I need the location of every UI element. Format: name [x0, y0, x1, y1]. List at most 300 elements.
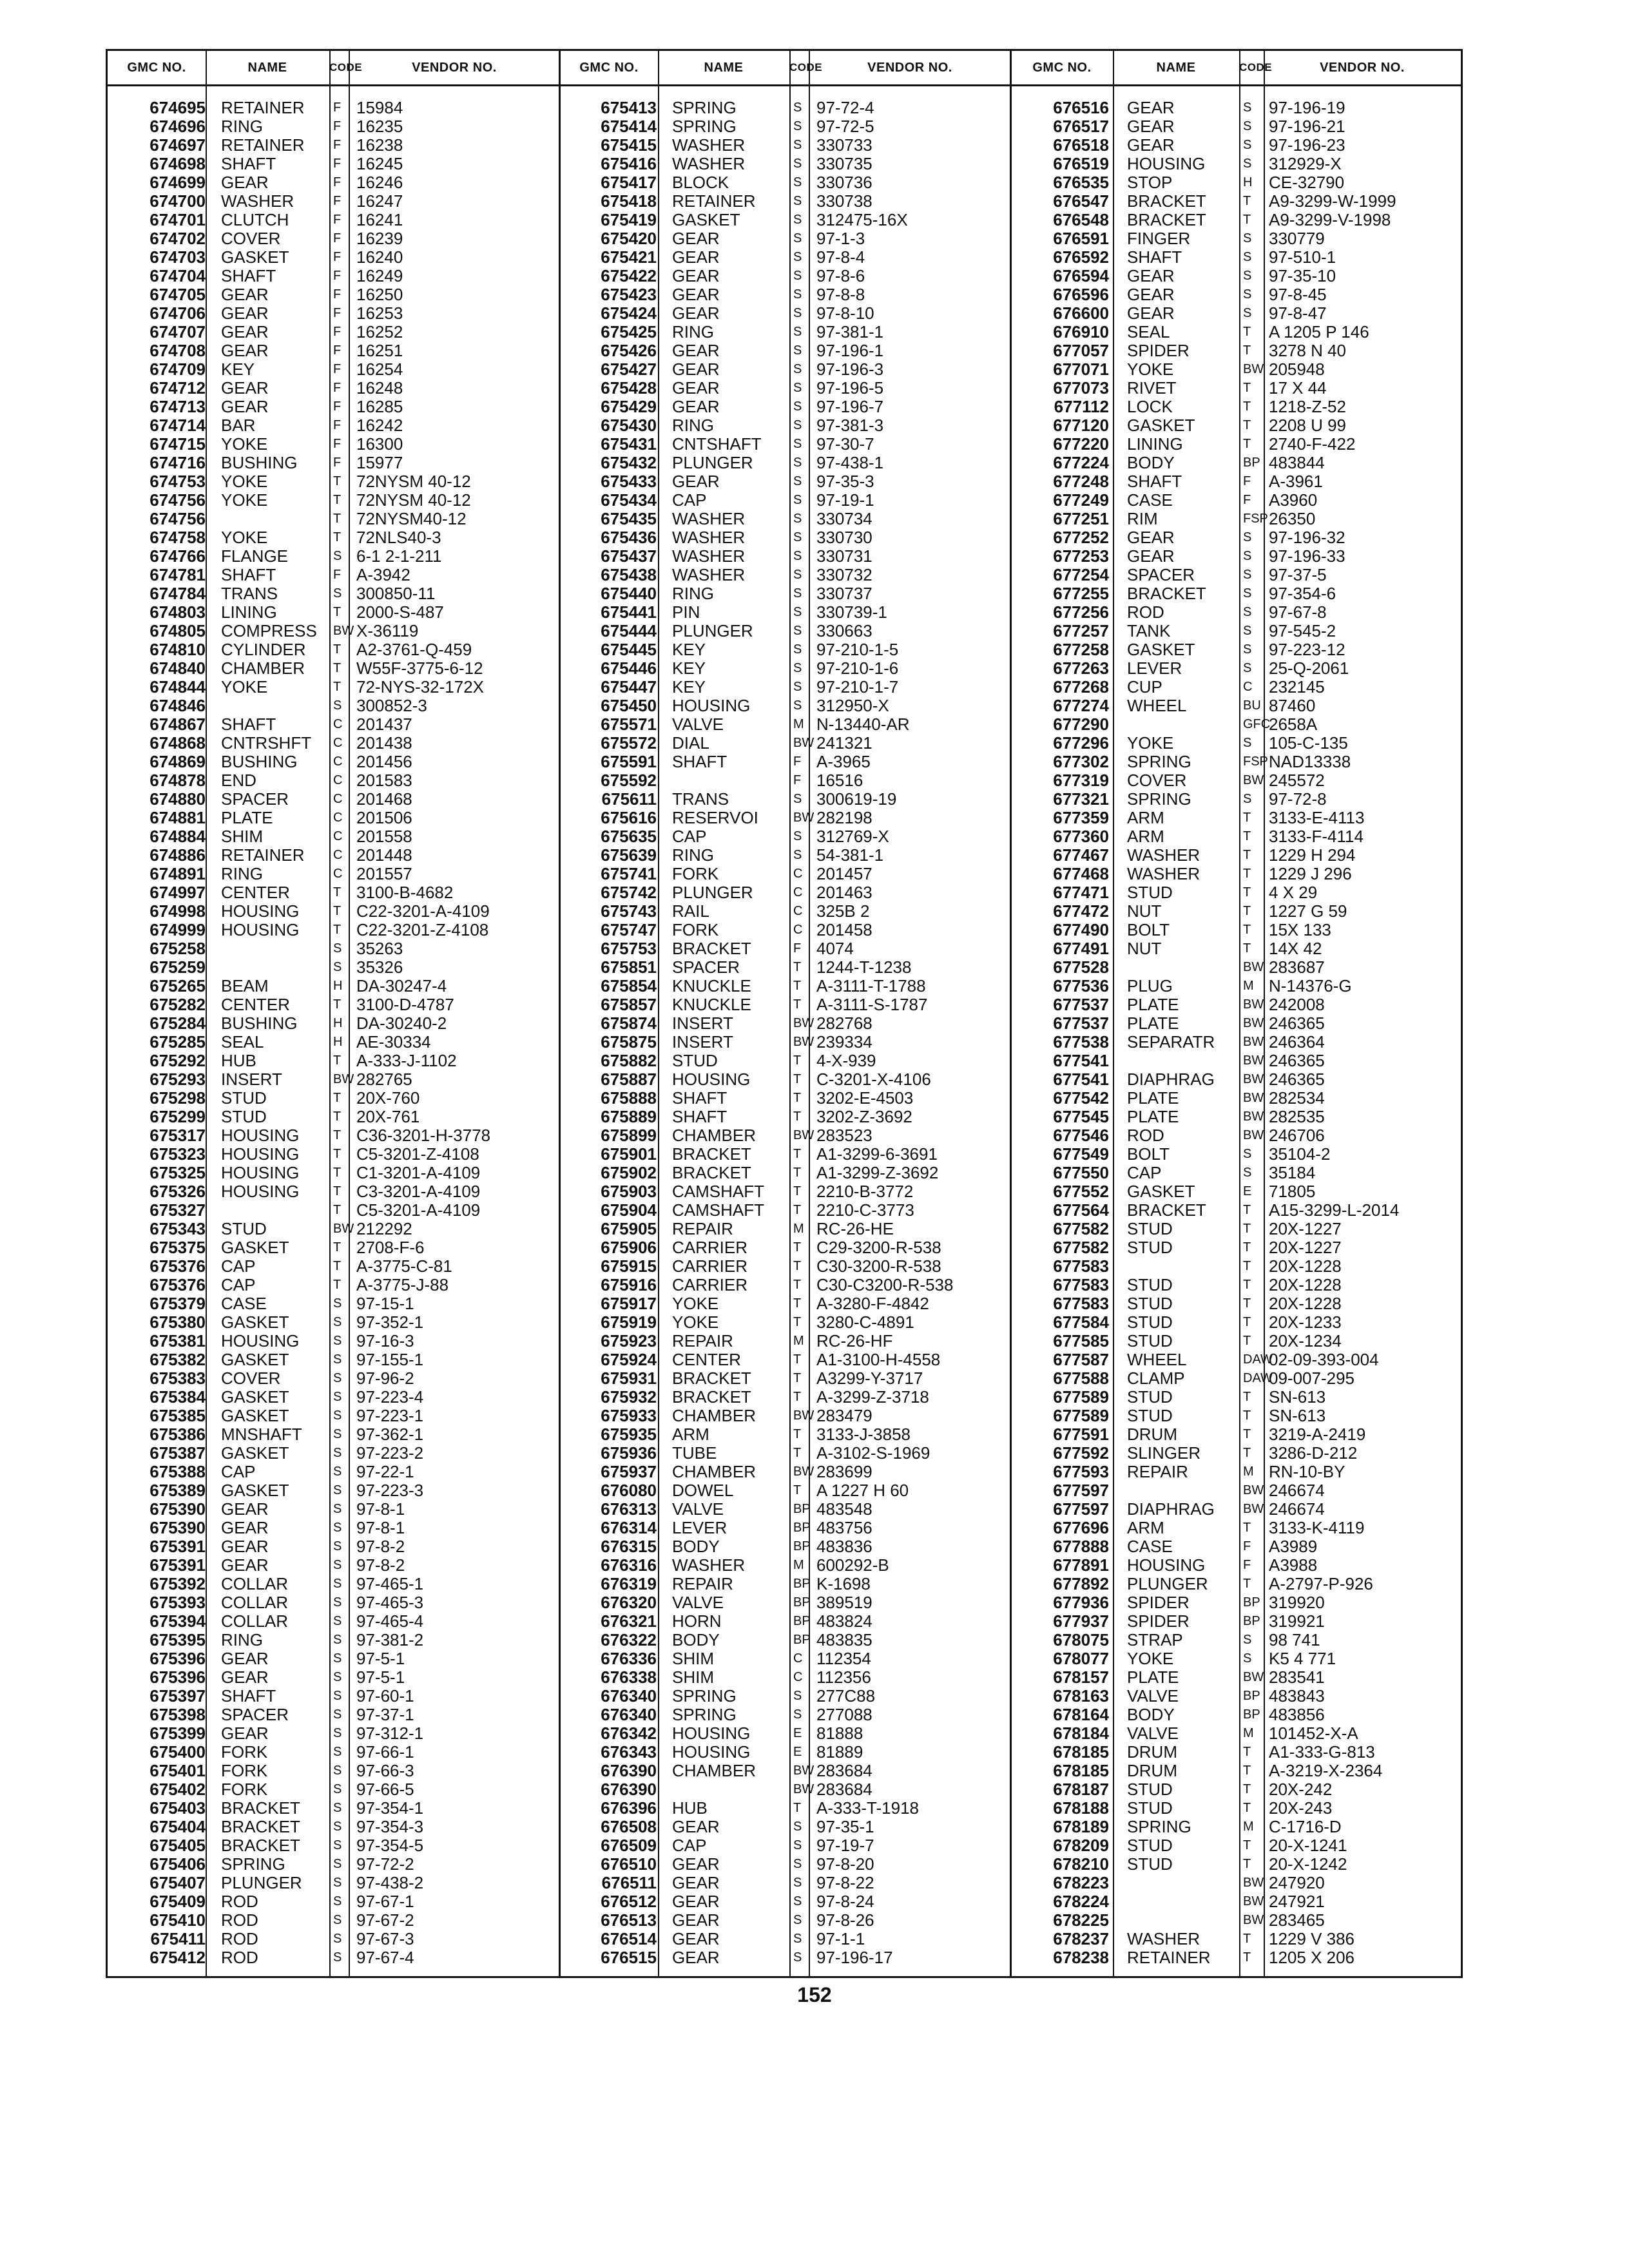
- vendor-number: K5 4 771: [1269, 1649, 1336, 1668]
- vendor-number: C5-3201-A-4109: [356, 1200, 481, 1220]
- vendor-code: S: [333, 1707, 342, 1722]
- gmc-number: 678077: [1053, 1649, 1109, 1668]
- vendor-code: T: [333, 997, 342, 1012]
- vendor-number: 3100-B-4682: [356, 883, 454, 902]
- table-row: [560, 1425, 1011, 1444]
- vendor-number: NAD13338: [1269, 752, 1351, 771]
- vendor-code: F: [1243, 474, 1251, 488]
- part-name: WASHER: [672, 565, 746, 584]
- part-name: GEAR: [221, 322, 269, 341]
- table-row: [1011, 1313, 1461, 1332]
- part-name: STUD: [1127, 1780, 1173, 1799]
- vendor-code: S: [793, 549, 802, 563]
- gmc-number: 677585: [1053, 1331, 1109, 1350]
- part-name: GEAR: [672, 378, 720, 398]
- vendor-code: S: [793, 250, 802, 264]
- gmc-number: 675376: [149, 1256, 206, 1276]
- gmc-number: 675904: [601, 1200, 657, 1220]
- vendor-number: 283687: [1269, 957, 1325, 977]
- vendor-number: 97-8-45: [1269, 285, 1327, 304]
- part-name: HOUSING: [1127, 1555, 1206, 1575]
- gmc-number: 675906: [601, 1238, 657, 1257]
- table-row: [108, 1108, 560, 1126]
- vendor-number: 97-196-32: [1269, 528, 1345, 547]
- vendor-number: 247921: [1269, 1892, 1325, 1911]
- vendor-number: 16246: [356, 173, 403, 192]
- part-name: YOKE: [672, 1312, 719, 1332]
- part-name: INSERT: [221, 1070, 282, 1089]
- vendor-number: 97-8-26: [816, 1910, 874, 1930]
- vendor-code: F: [333, 287, 342, 302]
- part-name: ROD: [1127, 1126, 1164, 1145]
- table-row: [1011, 1481, 1461, 1500]
- gmc-number: 674886: [149, 845, 206, 865]
- gmc-number: 674714: [149, 416, 206, 435]
- vendor-number: 246706: [1269, 1126, 1325, 1145]
- table-row: [1011, 1911, 1461, 1930]
- vendor-code: S: [793, 1932, 802, 1946]
- vendor-number: 97-381-2: [356, 1630, 424, 1649]
- column-block-2: [560, 51, 1011, 1976]
- vendor-number: 97-8-2: [356, 1537, 405, 1556]
- part-name: GEAR: [1127, 135, 1175, 155]
- part-name: STOP: [1127, 173, 1173, 192]
- table-row: [1011, 1874, 1461, 1892]
- gmc-number: 675385: [149, 1406, 206, 1425]
- vendor-number: 201458: [816, 920, 872, 939]
- part-name: HOUSING: [672, 1070, 751, 1089]
- vendor-code: BW: [1243, 1502, 1264, 1516]
- vendor-number: 300850-11: [356, 584, 436, 603]
- vendor-number: 97-60-1: [356, 1686, 414, 1706]
- vendor-number: CE-32790: [1269, 173, 1345, 192]
- part-name: SPRING: [1127, 789, 1191, 809]
- gmc-number: 675440: [601, 584, 657, 603]
- vendor-number: 16248: [356, 378, 403, 398]
- part-name: CHAMBER: [672, 1406, 757, 1425]
- vendor-code: BW: [1243, 1483, 1264, 1497]
- vendor-code: S: [333, 1371, 342, 1385]
- part-name: FORK: [672, 920, 719, 939]
- gmc-number: 677254: [1053, 565, 1109, 584]
- gmc-number: 675903: [601, 1182, 657, 1201]
- gmc-number: 675923: [601, 1331, 657, 1350]
- table-row: [560, 454, 1011, 472]
- vendor-code: T: [333, 1184, 342, 1198]
- gmc-number: 674999: [149, 920, 206, 939]
- vendor-code: T: [793, 1278, 802, 1292]
- table-row: [108, 528, 560, 547]
- part-name: PLATE: [1127, 1014, 1179, 1033]
- part-name: YOKE: [1127, 733, 1174, 753]
- vendor-code: T: [1243, 437, 1251, 451]
- table-row: [108, 1388, 560, 1407]
- vendor-number: 97-545-2: [1269, 621, 1336, 640]
- vendor-code: T: [793, 960, 802, 974]
- vendor-code: T: [793, 1427, 802, 1441]
- table-row: [1011, 921, 1461, 939]
- gmc-number: 676513: [601, 1910, 657, 1930]
- gmc-number: 674867: [149, 715, 206, 734]
- vendor-number: 330733: [816, 135, 872, 155]
- vendor-number: 97-35-1: [816, 1817, 874, 1836]
- table-row: [1011, 1070, 1461, 1089]
- vendor-code: BW: [793, 1035, 815, 1049]
- gmc-number: 677592: [1053, 1443, 1109, 1463]
- vendor-number: 282535: [1269, 1107, 1325, 1126]
- vendor-code: S: [333, 1614, 342, 1628]
- part-name: DOWEL: [672, 1481, 734, 1500]
- vendor-number: A-2797-P-926: [1269, 1574, 1373, 1593]
- vendor-number: 35184: [1269, 1163, 1316, 1182]
- part-name: SPRING: [1127, 1817, 1191, 1836]
- vendor-number: 72NLS40-3: [356, 528, 441, 547]
- part-name: FORK: [221, 1780, 268, 1799]
- vendor-code: S: [793, 213, 802, 227]
- part-name: SHAFT: [221, 1686, 276, 1706]
- table-row: [1011, 117, 1461, 136]
- gmc-number: 674709: [149, 360, 206, 379]
- vendor-code: S: [793, 343, 802, 358]
- vendor-code: T: [1243, 1315, 1251, 1329]
- part-name: COVER: [1127, 771, 1187, 790]
- vendor-code: BW: [1243, 362, 1264, 376]
- vendor-code: S: [333, 1315, 342, 1329]
- gmc-number: 675397: [149, 1686, 206, 1706]
- vendor-code: T: [1243, 1577, 1251, 1591]
- part-name: GEAR: [221, 1537, 269, 1556]
- table-row: [1011, 640, 1461, 659]
- table-row: [560, 1612, 1011, 1631]
- part-name: KEY: [672, 677, 706, 697]
- gmc-number: 675391: [149, 1555, 206, 1575]
- gmc-number: 677528: [1053, 957, 1109, 977]
- vendor-number: 483856: [1269, 1705, 1325, 1724]
- table-row: [108, 341, 560, 360]
- table-row: [108, 1481, 560, 1500]
- vendor-number: 3100-D-4787: [356, 995, 454, 1014]
- vendor-code: H: [333, 1035, 343, 1049]
- vendor-number: 283479: [816, 1406, 872, 1425]
- vendor-number: N-13440-AR: [816, 715, 910, 734]
- vendor-code: S: [333, 1820, 342, 1834]
- gmc-number: 678184: [1053, 1724, 1109, 1743]
- part-name: ARM: [1127, 808, 1164, 827]
- gmc-number: 676548: [1053, 210, 1109, 229]
- vendor-number: 483756: [816, 1518, 872, 1537]
- table-row: [560, 379, 1011, 398]
- vendor-code: S: [1243, 530, 1252, 544]
- vendor-code: S: [333, 1876, 342, 1890]
- gmc-number: 675293: [149, 1070, 206, 1089]
- vendor-code: FSP: [1243, 512, 1268, 526]
- table-row: [560, 1145, 1011, 1164]
- part-name: CAP: [672, 1836, 707, 1855]
- gmc-number: 677274: [1053, 696, 1109, 715]
- vendor-code: F: [333, 101, 342, 115]
- vendor-number: 3280-C-4891: [816, 1312, 914, 1332]
- table-row: [560, 1874, 1011, 1892]
- vendor-number: 16252: [356, 322, 403, 341]
- vendor-code: T: [1243, 885, 1251, 899]
- vendor-code: F: [333, 250, 342, 264]
- table-row: [560, 1537, 1011, 1556]
- vendor-code: T: [1243, 1950, 1251, 1965]
- table-row: [108, 454, 560, 472]
- part-name: CHAMBER: [672, 1126, 757, 1145]
- gmc-number: 675265: [149, 976, 206, 995]
- gmc-number: 675741: [601, 864, 657, 883]
- vendor-number: 16235: [356, 117, 403, 136]
- vendor-code: S: [333, 1296, 342, 1311]
- gmc-number: 677321: [1053, 789, 1109, 809]
- table-row: [1011, 1164, 1461, 1182]
- part-name: BUSHING: [221, 752, 298, 771]
- part-name: SHAFT: [672, 752, 728, 771]
- vendor-number: 239334: [816, 1032, 872, 1052]
- vendor-code: C: [333, 829, 343, 843]
- part-name: STUD: [1127, 1836, 1173, 1855]
- table-row: [1011, 1593, 1461, 1612]
- part-name: ARM: [1127, 827, 1164, 846]
- gmc-number: 674844: [149, 677, 206, 697]
- vendor-number: 97-15-1: [356, 1294, 414, 1313]
- vendor-number: 97-438-1: [816, 453, 884, 472]
- vendor-number: N-14376-G: [1269, 976, 1352, 995]
- part-name: LOCK: [1127, 397, 1173, 416]
- vendor-number: 97-35-10: [1269, 266, 1336, 285]
- table-row: [560, 211, 1011, 229]
- vendor-code: T: [1243, 194, 1251, 208]
- gmc-number: 675422: [601, 266, 657, 285]
- part-name: STUD: [1127, 1238, 1173, 1257]
- vendor-number: 20-X-1241: [1269, 1836, 1347, 1855]
- vendor-number: 87460: [1269, 696, 1316, 715]
- vendor-code: S: [793, 138, 802, 152]
- gmc-number: 674805: [149, 621, 206, 640]
- gmc-number: 675936: [601, 1443, 657, 1463]
- table-row: [108, 1556, 560, 1575]
- vendor-code: C: [333, 773, 343, 787]
- vendor-code: M: [1243, 1726, 1254, 1740]
- gmc-number: 675417: [601, 173, 657, 192]
- vendor-code: T: [793, 1240, 802, 1254]
- table-row: [108, 1052, 560, 1070]
- vendor-number: 16247: [356, 191, 403, 211]
- table-row: [560, 99, 1011, 117]
- column-block-1: [108, 51, 560, 1976]
- table-row: [1011, 341, 1461, 360]
- table-row: [1011, 416, 1461, 435]
- vendor-code: F: [333, 175, 342, 189]
- vendor-code: F: [333, 381, 342, 395]
- table-row: [1011, 846, 1461, 865]
- vendor-code: S: [793, 399, 802, 414]
- table-row: [1011, 1706, 1461, 1724]
- table-row: [108, 846, 560, 865]
- vendor-number: 97-8-20: [816, 1854, 874, 1874]
- table-row: [1011, 1126, 1461, 1145]
- vendor-number: A9-3299-V-1998: [1269, 210, 1391, 229]
- header-code: CODE: [1239, 61, 1273, 73]
- table-row: [1011, 809, 1461, 827]
- part-name: CENTER: [672, 1350, 741, 1369]
- vendor-number: 282765: [356, 1070, 412, 1089]
- gmc-number: 675387: [149, 1443, 206, 1463]
- vendor-code: S: [793, 848, 802, 862]
- vendor-number: 201557: [356, 864, 412, 883]
- vendor-code: S: [793, 474, 802, 488]
- part-name: STUD: [1127, 883, 1173, 902]
- vendor-number: 97-196-17: [816, 1948, 893, 1967]
- table-row: [108, 622, 560, 640]
- vendor-code: T: [1243, 343, 1251, 358]
- table-row: [560, 939, 1011, 958]
- part-name: CENTER: [221, 995, 290, 1014]
- gmc-number: 674713: [149, 397, 206, 416]
- vendor-code: T: [793, 1091, 802, 1105]
- vendor-code: T: [1243, 1427, 1251, 1441]
- part-name: CHAMBER: [672, 1462, 757, 1481]
- gmc-number: 674708: [149, 341, 206, 360]
- gmc-number: 675389: [149, 1481, 206, 1500]
- part-name: SHAFT: [672, 1107, 728, 1126]
- part-name: STUD: [221, 1107, 267, 1126]
- vendor-number: 97-1-3: [816, 229, 865, 248]
- gmc-number: 675398: [149, 1705, 206, 1724]
- gmc-number: 676338: [601, 1667, 657, 1687]
- table-row: [560, 921, 1011, 939]
- gmc-number: 674869: [149, 752, 206, 771]
- vendor-code: S: [333, 1932, 342, 1946]
- gmc-number: 677936: [1053, 1593, 1109, 1612]
- vendor-number: DA-30247-4: [356, 976, 447, 995]
- table-row: [560, 1649, 1011, 1668]
- vendor-code: T: [1243, 923, 1251, 937]
- part-name: GASKET: [221, 1312, 289, 1332]
- table-row: [108, 1743, 560, 1762]
- vendor-number: 246365: [1269, 1051, 1325, 1070]
- part-name: KEY: [672, 640, 706, 659]
- table-row: [560, 1743, 1011, 1762]
- vendor-number: A3299-Y-3717: [816, 1369, 923, 1388]
- vendor-number: 15984: [356, 98, 403, 117]
- gmc-number: 675433: [601, 472, 657, 491]
- vendor-code: T: [1243, 325, 1251, 339]
- vendor-number: A1-333-G-813: [1269, 1742, 1375, 1762]
- gmc-number: 677491: [1053, 939, 1109, 958]
- gmc-number: 676519: [1053, 154, 1109, 173]
- part-name: CARRIER: [672, 1238, 748, 1257]
- vendor-number: 81889: [816, 1742, 863, 1762]
- vendor-number: 16242: [356, 416, 403, 435]
- vendor-number: SN-613: [1269, 1387, 1326, 1407]
- vendor-number: 245572: [1269, 771, 1325, 790]
- vendor-code: S: [1243, 568, 1252, 582]
- part-name: GASKET: [1127, 416, 1195, 435]
- part-name: HOUSING: [221, 920, 300, 939]
- gmc-number: 674716: [149, 453, 206, 472]
- vendor-code: BW: [793, 1016, 815, 1030]
- table-row: [108, 1126, 560, 1145]
- part-name: GEAR: [221, 341, 269, 360]
- part-name: HOUSING: [221, 1182, 300, 1201]
- part-name: RETAINER: [672, 191, 756, 211]
- gmc-number: 675418: [601, 191, 657, 211]
- vendor-code: T: [1243, 1408, 1251, 1423]
- vendor-number: A9-3299-W-1999: [1269, 191, 1396, 211]
- vendor-number: 16516: [816, 771, 863, 790]
- part-name: KEY: [221, 360, 255, 379]
- gmc-number: 676390: [601, 1761, 657, 1780]
- table-header: [560, 51, 1011, 86]
- gmc-number: 675382: [149, 1350, 206, 1369]
- part-name: SHIM: [221, 827, 263, 846]
- gmc-number: 675919: [601, 1312, 657, 1332]
- table-row: [108, 304, 560, 323]
- part-name: SPRING: [1127, 752, 1191, 771]
- vendor-number: 330735: [816, 154, 872, 173]
- vendor-number: 319921: [1269, 1611, 1325, 1631]
- part-name: SPRING: [672, 1686, 737, 1706]
- vendor-number: 16250: [356, 285, 403, 304]
- gmc-number: 675384: [149, 1387, 206, 1407]
- table-row: [560, 1276, 1011, 1294]
- part-name: SHAFT: [221, 154, 276, 173]
- table-row: [108, 379, 560, 398]
- part-name: CUP: [1127, 677, 1162, 697]
- table-row: [560, 1332, 1011, 1350]
- table-row: [108, 117, 560, 136]
- vendor-code: F: [333, 269, 342, 283]
- gmc-number: 675450: [601, 696, 657, 715]
- gmc-number: 675299: [149, 1107, 206, 1126]
- table-row: [1011, 1930, 1461, 1948]
- part-name: GEAR: [221, 1555, 269, 1575]
- vendor-code: S: [1243, 250, 1252, 264]
- table-row: [560, 566, 1011, 584]
- gmc-number: 675436: [601, 528, 657, 547]
- table-row: [1011, 136, 1461, 155]
- vendor-number: A-3942: [356, 565, 410, 584]
- vendor-number: 20X-1227: [1269, 1219, 1342, 1238]
- table-row: [1011, 1332, 1461, 1350]
- vendor-code: BP: [793, 1502, 811, 1516]
- vendor-code: BW: [1243, 1110, 1264, 1124]
- header-name: NAME: [247, 61, 287, 75]
- vendor-number: A3989: [1269, 1537, 1318, 1556]
- table-row: [560, 1780, 1011, 1799]
- vendor-number: 97-196-1: [816, 341, 884, 360]
- vendor-code: T: [333, 493, 342, 507]
- table-row: [560, 1407, 1011, 1425]
- vendor-number: 97-381-3: [816, 416, 884, 435]
- table-row: [108, 1836, 560, 1855]
- part-name: RIVET: [1127, 378, 1177, 398]
- part-name: CAP: [672, 827, 707, 846]
- part-name: YOKE: [221, 472, 268, 491]
- table-row: [108, 1537, 560, 1556]
- vendor-code: T: [1243, 1782, 1251, 1796]
- vendor-code: S: [793, 1913, 802, 1927]
- part-name: WASHER: [1127, 864, 1200, 883]
- table-row: [108, 360, 560, 379]
- gmc-number: 674707: [149, 322, 206, 341]
- vendor-code: BW: [793, 1782, 815, 1796]
- part-name: NUT: [1127, 939, 1162, 958]
- vendor-code: M: [793, 717, 804, 731]
- table-row: [108, 1930, 560, 1948]
